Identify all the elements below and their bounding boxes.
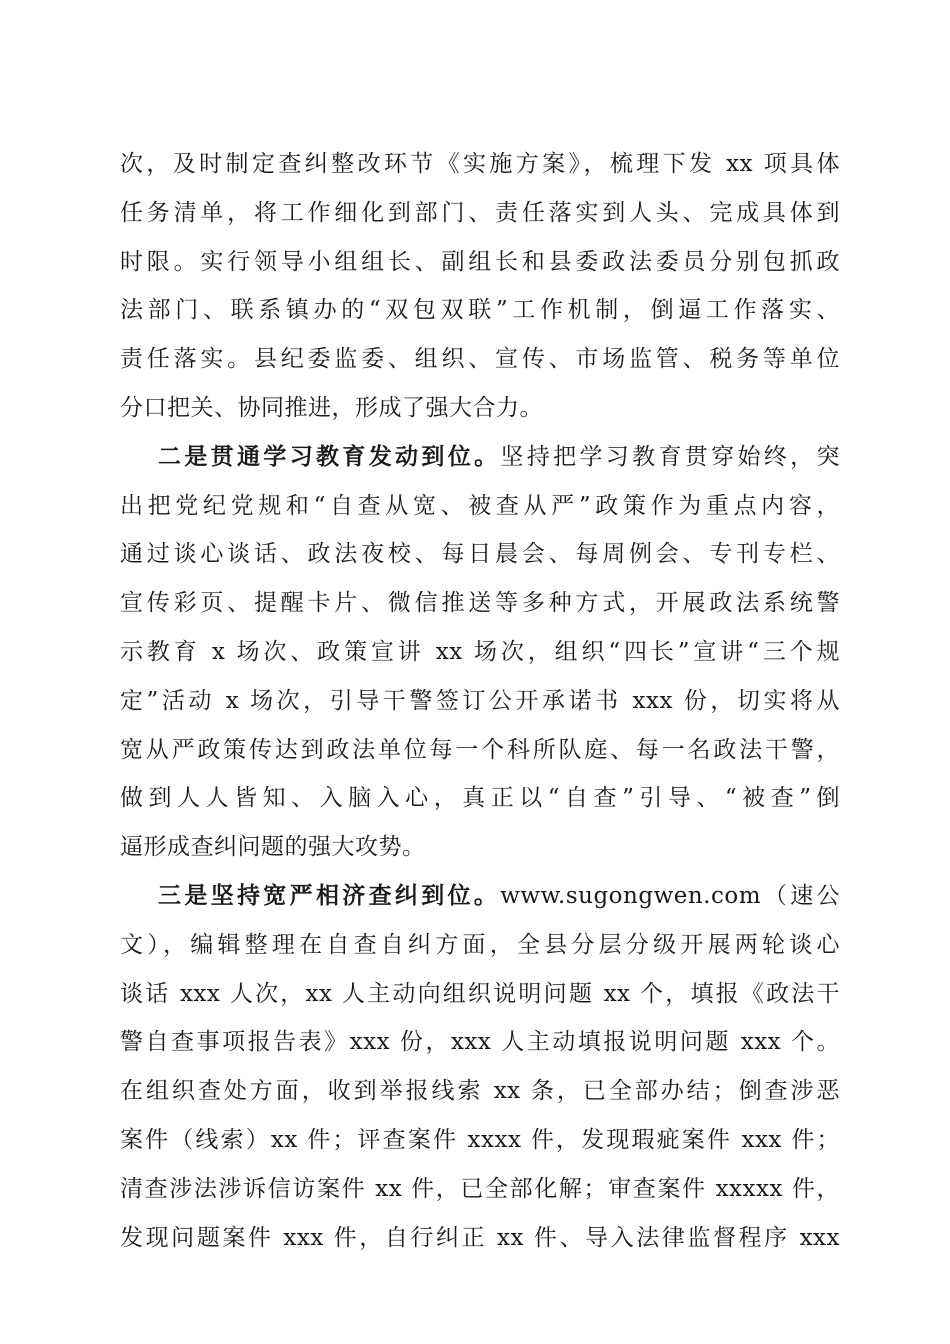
text-line-rest: 坚持把学习教育贯穿始终，突 — [500, 443, 841, 470]
text-line-first — [120, 872, 840, 921]
text-line: 通过谈心谈话、政法夜校、每日晨会、每周例会、专刊专栏、 — [120, 541, 840, 568]
text-line: 责任落实。县纪委监委、组织、宣传、市场监管、税务等单位 — [120, 346, 840, 373]
text-line: 文），编辑整理在自查自纠方面，全县分层分级开展两轮谈心 — [120, 931, 840, 958]
text-line-first — [120, 433, 840, 482]
paragraph-1 — [120, 140, 840, 433]
text-line: 宽从严政策传达到政法单位每一个科所队庭、每一名政法干警， — [120, 736, 840, 763]
body-text — [120, 140, 840, 1262]
text-line: 任务清单，将工作细化到部门、责任落实到人头、完成具体到 — [120, 199, 840, 226]
text-line: 示教育 x 场次、政策宣讲 xx 场次，组织“四长”宣讲“三个规 — [120, 638, 840, 665]
text-line: 清查涉法涉诉信访案件 xx 件，已全部化解；审查案件 xxxxx 件， — [120, 1175, 840, 1202]
text-line: 时限。实行领导小组组长、副组长和县委政法委员分别包抓政 — [120, 248, 840, 275]
text-line: 警自查事项报告表》xxx 份，xxx 人主动填报说明问题 xxx 个。 — [120, 1029, 840, 1056]
text-line: 出把党纪党规和“自查从宽、被查从严”政策作为重点内容， — [120, 492, 840, 519]
text-line: 逼形成查纠问题的强大攻势。 — [120, 834, 426, 861]
paragraph-2 — [120, 433, 840, 872]
text-line: 在组织查处方面，收到举报线索 xx 条，已全部办结；倒查涉恶 — [120, 1078, 840, 1105]
text-line: 定”活动 x 场次，引导干警签订公开承诺书 xxx 份，切实将从 — [120, 687, 840, 714]
paragraph-3 — [120, 872, 840, 1262]
text-line: 案件（线索）xx 件；评查案件 xxxx 件，发现瑕疵案件 xxx 件； — [120, 1126, 840, 1153]
text-line: 宣传彩页、提醒卡片、微信推送等多种方式，开展政法系统警 — [120, 590, 840, 617]
paragraph-lead: 三是坚持宽严相济查纠到位。 — [158, 882, 501, 909]
text-line-rest: www.sugongwen.com（速公 — [500, 882, 840, 909]
text-line: 次，及时制定查纠整改环节《实施方案》，梳理下发 xx 项具体 — [120, 151, 840, 177]
text-line: 做到人人皆知、入脑入心，真正以“自查”引导、“被查”倒 — [120, 785, 840, 812]
text-line: 谈话 xxx 人次，xx 人主动向组织说明问题 xx 个，填报《政法干 — [120, 980, 840, 1007]
text-line: 分口把关、协同推进，形成了强大合力。 — [120, 394, 543, 421]
text-line: 法部门、联系镇办的“双包双联”工作机制，倒逼工作落实、 — [120, 297, 840, 324]
text-line: 发现问题案件 xxx 件，自行纠正 xx 件、导入法律监督程序 xxx — [120, 1224, 840, 1251]
paragraph-lead: 二是贯通学习教育发动到位。 — [158, 443, 501, 470]
